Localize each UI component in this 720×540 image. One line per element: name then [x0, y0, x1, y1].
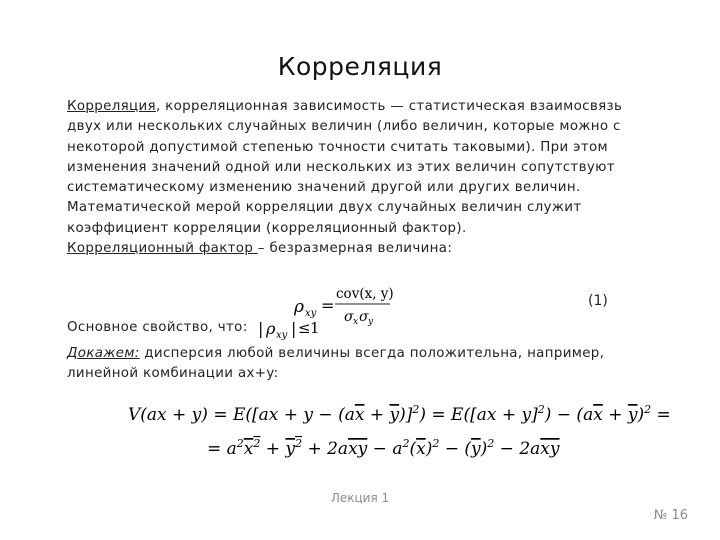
- eq3-superscript: 2: [236, 437, 244, 450]
- line1-rest: , корреляционная зависимость — статистическая взаимосвязь: [155, 99, 623, 114]
- eq2-ybar: y: [627, 405, 638, 425]
- equation-number: (1): [588, 293, 608, 309]
- formula-rho-subscript: xy: [305, 308, 317, 319]
- term-correlation-factor: Корреляционный фактор: [67, 241, 258, 257]
- term-correlation: Корреляция: [67, 99, 156, 114]
- eq3-xbar: x: [416, 439, 426, 459]
- property-bound: 1: [310, 319, 320, 337]
- eq3-part: ): [425, 439, 433, 459]
- eq3-part: +: [260, 439, 286, 459]
- eq3-superscript: 2: [295, 437, 303, 450]
- eq3-part: = a: [207, 439, 237, 459]
- eq3-superscript: 2: [253, 437, 261, 450]
- eq2-superscript: 2: [537, 403, 545, 416]
- paragraph-line: систематическому изменению значений другой или других величин.: [67, 180, 581, 196]
- eq2-superscript: 2: [644, 403, 652, 416]
- eq2-part: +: [364, 405, 390, 425]
- proof-line: линейной комбинации ax+y:: [67, 366, 279, 382]
- property-text: Основное свойство, что:: [67, 320, 248, 335]
- slide-title: Корреляция: [277, 52, 443, 81]
- eq3-y2bar: y: [285, 439, 296, 459]
- eq3-part: − a: [367, 439, 403, 459]
- eq3-xybar: xy: [348, 439, 368, 459]
- eq3-part: (: [409, 439, 417, 459]
- property-formula: [257, 317, 329, 341]
- eq2-part: ) − (a: [544, 405, 594, 425]
- eq2-part: =: [651, 405, 671, 425]
- paragraph-line: [67, 97, 667, 117]
- eq3-part: ): [480, 439, 488, 459]
- eq3-x2bar: x: [243, 439, 254, 459]
- eq2-part: ): [637, 405, 645, 425]
- proof-line: [67, 344, 667, 364]
- formula-sigma-x: σ: [344, 309, 354, 325]
- eq3-expression: [207, 437, 560, 459]
- eq2-part: +: [602, 405, 628, 425]
- factor-definition: – безразмерная величина:: [257, 241, 453, 257]
- eq2-part: ) = E([ax + y]: [419, 405, 538, 425]
- paragraph-line: двух или нескольких случайных величин (либо величин, которые можно с: [67, 119, 621, 135]
- formula-equals: =: [321, 296, 335, 315]
- eq2-xbar: x: [593, 405, 603, 425]
- eq3-ybar: y: [471, 439, 481, 459]
- definition-paragraph: [67, 97, 667, 259]
- eq2-part: V(ax + y) = E([ax + y − (a: [128, 405, 355, 425]
- proof-label: Докажем:: [67, 346, 140, 361]
- eq2-xbar: x: [354, 405, 365, 425]
- eq3-part: − (: [439, 439, 472, 459]
- eq3-superscript: 2: [487, 437, 495, 450]
- formula-sigma-y: σ: [359, 309, 369, 325]
- eq2-ybar: y: [389, 405, 400, 425]
- formula-numerator: cov(x, y): [336, 286, 394, 302]
- eq2-superscript: 2: [412, 403, 420, 416]
- proof-paragraph: [67, 344, 667, 385]
- property-rho-subscript: xy: [276, 330, 288, 341]
- eq2-part: )]: [399, 405, 413, 425]
- eq3-part: − 2a: [494, 439, 541, 459]
- eq3-xybar: xy: [540, 439, 560, 459]
- abs-bar-open: |: [258, 319, 264, 338]
- formula-rho: ρ: [294, 297, 304, 317]
- formula-sigma-x-subscript: x: [353, 317, 359, 327]
- property-rho: ρ: [266, 319, 276, 338]
- paragraph-line: коэффициент корреляции (корреляционный фактор).: [67, 220, 467, 236]
- paragraph-line: Математической мерой корреляции двух случайных величин служит: [67, 200, 582, 216]
- proof-line1-rest: дисперсия любой величины всегда положительна, например,: [139, 346, 605, 361]
- paragraph-line: некоторой допустимой степенью точности считать таковыми). При этом: [67, 139, 609, 155]
- footer-lecture: Лекция 1: [330, 491, 390, 505]
- variance-equation-line1: [126, 398, 671, 428]
- eq3-superscript: 2: [432, 437, 440, 450]
- paragraph-line: изменения значений одной или нескольких из этих величин сопутствуют: [67, 159, 615, 175]
- formula-sigma-y-subscript: y: [368, 317, 374, 327]
- eq2-expression: [128, 403, 671, 425]
- property-relation: ≤: [298, 319, 311, 337]
- eq3-superscript: 2: [402, 437, 410, 450]
- eq3-part: + 2a: [302, 439, 349, 459]
- variance-equation-line2: [205, 432, 605, 462]
- paragraph-line: [67, 239, 667, 259]
- abs-bar-close: |: [291, 319, 297, 338]
- slide-number: № 16: [653, 508, 688, 523]
